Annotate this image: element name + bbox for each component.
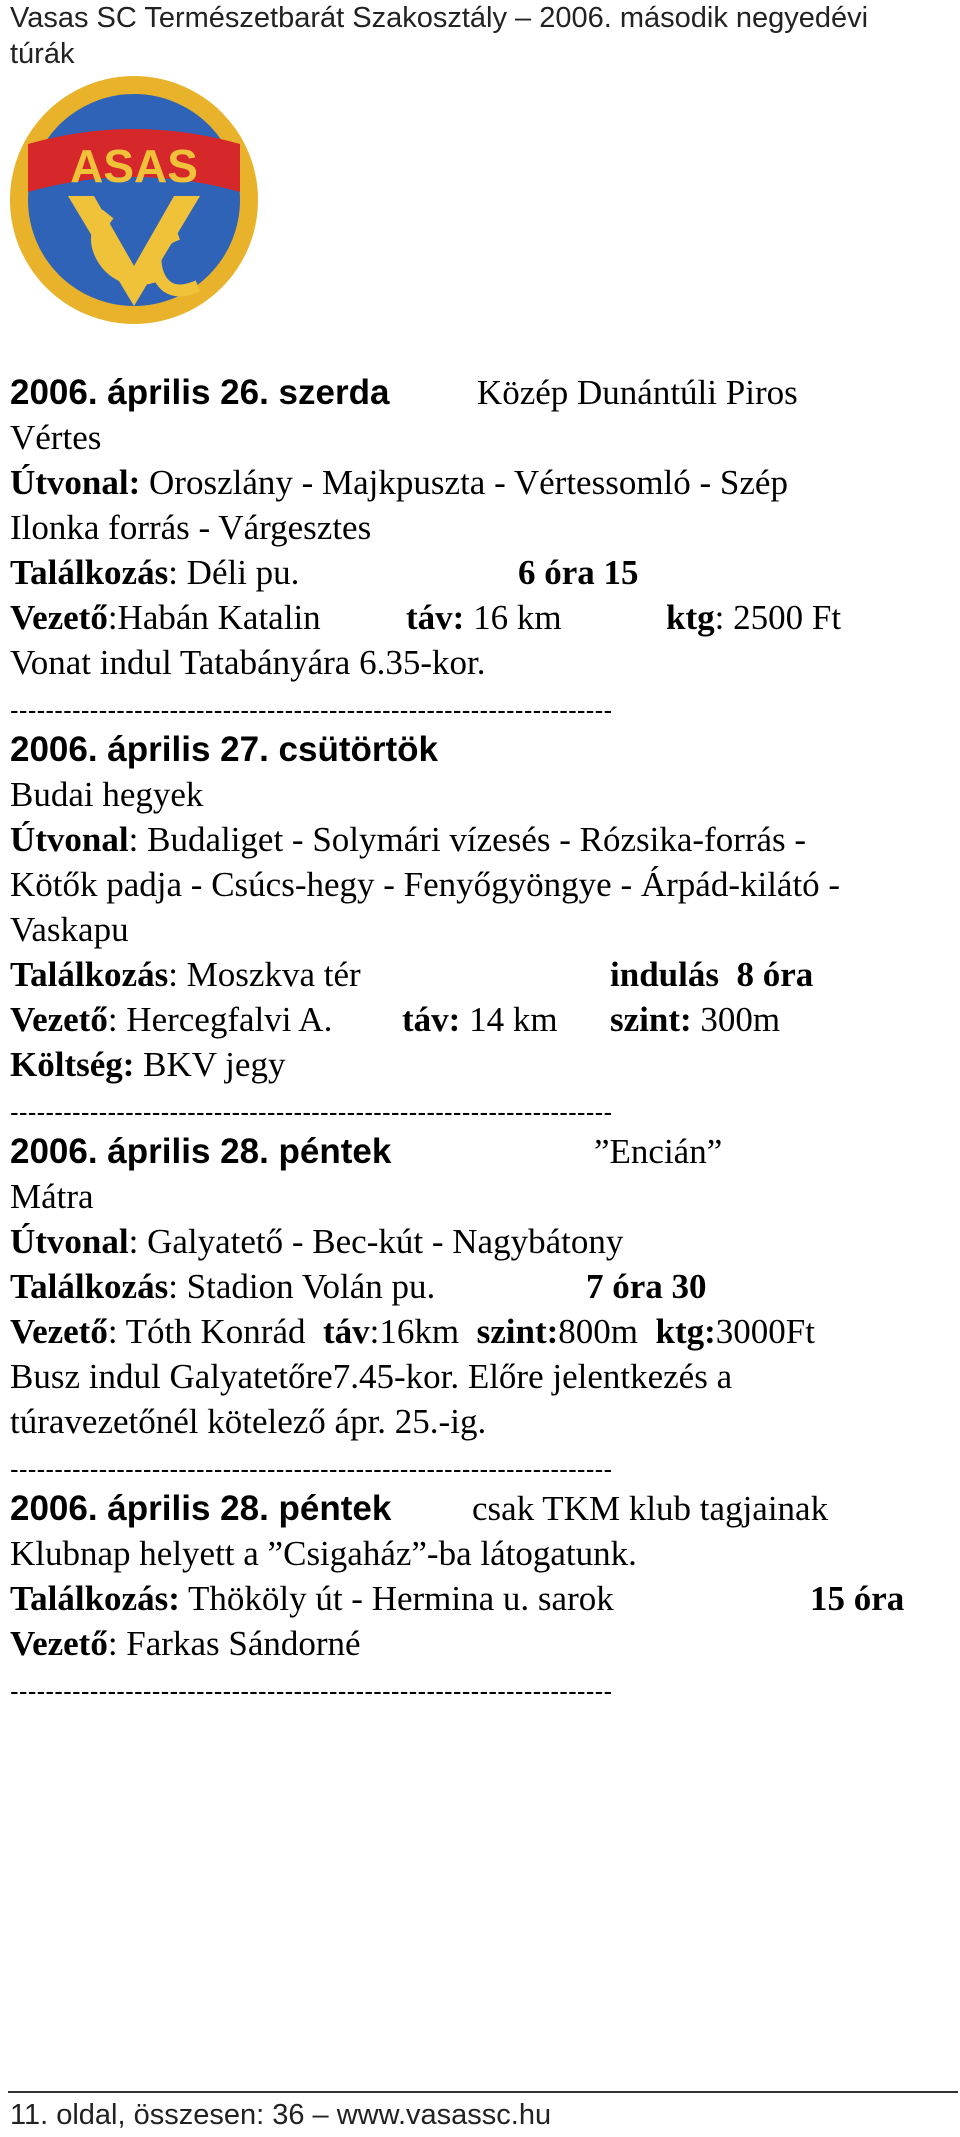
tour-2-date-line [10, 728, 438, 772]
tour-2-route-2: Kötők padja - Csúcs-hegy - Fenyőgyöngye - Árpád-kilátó - [10, 865, 841, 904]
tour-1-meet-label: Találkozás [10, 553, 169, 592]
tour-2-meet-label: Találkozás [10, 955, 169, 994]
tour-4-badge: csak TKM klub tagjainak [472, 1489, 829, 1528]
tour-2-depart-value: 8 óra [736, 955, 814, 994]
tour-3-dist-value: :16km [369, 1312, 460, 1351]
tour-3-route-line [10, 1220, 623, 1264]
tour-3-badge: ”Encián” [594, 1132, 723, 1171]
tour-3-meet-label: Találkozás [10, 1267, 169, 1306]
tour-1-badge: Közép Dunántúli Piros [476, 373, 798, 412]
tour-2-leader-label: Vezető [10, 1000, 108, 1039]
tour-1-date-line [10, 371, 798, 415]
tour-2-cost-line [10, 1043, 285, 1087]
tour-3-leader-value: : Tóth Konrád [107, 1312, 306, 1351]
tour-2-depart-label: indulás [610, 955, 719, 994]
footer-rule [8, 2091, 958, 2093]
separator-4: -------------------------------------------------------------------- [10, 1676, 613, 1706]
page-header: Vasas SC Természetbarát Szakosztály – 2006. második negyedévi túrák [10, 2, 869, 70]
tour-2-meet-line [10, 953, 950, 997]
tour-3-date-line [10, 1130, 723, 1174]
tour-1-route-label: Útvonal: [10, 463, 141, 502]
tour-4-date: 2006. április 28. péntek [10, 1489, 392, 1528]
tour-3-elev-value: 800m [558, 1312, 638, 1351]
tour-1-leader-label: Vezető [10, 598, 108, 637]
tour-1-route-2: Ilonka forrás - Várgesztes [10, 508, 372, 547]
tour-2-route-1: : Budaliget - Solymári vízesés - Rózsika-forrás - [128, 820, 807, 859]
tour-1-region: Vértes [10, 418, 102, 457]
tour-1-date: 2006. április 26. szerda [10, 373, 390, 412]
tour-4-meet-line [10, 1577, 950, 1621]
tour-2-cost-value: BKV jegy [134, 1045, 286, 1084]
tour-2-leader-line [10, 998, 950, 1042]
tour-3-meet-value: : Stadion Volán pu. [168, 1267, 436, 1306]
tour-1-route-1: Oroszlány - Majkpuszta - Vértessomló - Szép [140, 463, 788, 502]
tour-2-route-line [10, 818, 806, 862]
separator-1: -------------------------------------------------------------------- [10, 695, 613, 725]
tour-3-cost-label: ktg: [655, 1312, 716, 1351]
tour-4-note: Klubnap helyett a ”Csigaház”-ba látogatunk. [10, 1534, 637, 1573]
tour-3-elev-label: szint: [476, 1312, 559, 1351]
tour-3-route-1: : Galyatető - Bec-kút - Nagybátony [128, 1222, 624, 1261]
tour-3-leader-line [10, 1310, 815, 1354]
tour-3-meet-line [10, 1265, 950, 1309]
tour-4-leader-value: : Farkas Sándorné [107, 1624, 361, 1663]
tour-2-region: Budai hegyek [10, 775, 204, 814]
tour-1-time: 6 óra 15 [518, 553, 639, 592]
tour-1-note: Vonat indul Tatabányára 6.35-kor. [10, 643, 486, 682]
tour-1-cost-value: : 2500 Ft [714, 598, 842, 637]
tour-3-cost-value: 3000Ft [715, 1312, 815, 1351]
tour-2-dist-label: táv: [402, 1000, 461, 1039]
tour-2-cost-label: Költség: [10, 1045, 135, 1084]
tour-4-leader-label: Vezető [10, 1624, 108, 1663]
separator-2: -------------------------------------------------------------------- [10, 1097, 613, 1127]
tour-2-elev-value: 300m [691, 1000, 781, 1039]
tour-4-leader-line [10, 1622, 361, 1666]
separator-3: -------------------------------------------------------------------- [10, 1454, 613, 1484]
tour-3-time: 7 óra 30 [586, 1267, 707, 1306]
tour-2-meet-value: : Moszkva tér [168, 955, 361, 994]
tour-2-leader-value: : Hercegfalvi A. [107, 1000, 333, 1039]
tour-3-region: Mátra [10, 1177, 94, 1216]
tour-3-note-2: túravezetőnél kötelező ápr. 25.-ig. [10, 1402, 487, 1441]
logo-text: ASAS [70, 140, 198, 192]
tour-1-meet-line [10, 551, 639, 595]
tour-3-date: 2006. április 28. péntek [10, 1132, 392, 1171]
tour-1-cost-label: ktg [666, 598, 715, 637]
tour-1-leader-line [10, 596, 950, 640]
tour-4-meet-value: Thököly út - Hermina u. sarok [179, 1579, 614, 1618]
tour-2-route-label: Útvonal [10, 820, 129, 859]
tour-2-elev-label: szint: [610, 1000, 692, 1039]
tour-3-note-1: Busz indul Galyatetőre7.45-kor. Előre jelentkezés a [10, 1357, 733, 1396]
page-footer: 11. oldal, összesen: 36 – www.vasassc.hu [10, 2099, 552, 2131]
tour-4-date-line [10, 1487, 829, 1531]
tour-4-time: 15 óra [810, 1579, 905, 1618]
tour-3-route-label: Útvonal [10, 1222, 129, 1261]
tour-1-meet-value: : Déli pu. [168, 553, 300, 592]
tour-1-route-line [10, 461, 788, 505]
tour-2-route-3: Vaskapu [10, 910, 129, 949]
vasas-logo [8, 74, 260, 326]
tour-1-leader-value: :Habán Katalin [107, 598, 321, 637]
tour-4-meet-label: Találkozás: [10, 1579, 180, 1618]
tour-1-dist-value: 16 km [464, 598, 562, 637]
tour-1-dist-label: táv: [406, 598, 465, 637]
tour-2-date: 2006. április 27. csütörtök [10, 730, 438, 769]
tour-2-dist-value: 14 km [460, 1000, 558, 1039]
tour-3-dist-label: táv [323, 1312, 370, 1351]
tour-3-leader-label: Vezető [10, 1312, 108, 1351]
